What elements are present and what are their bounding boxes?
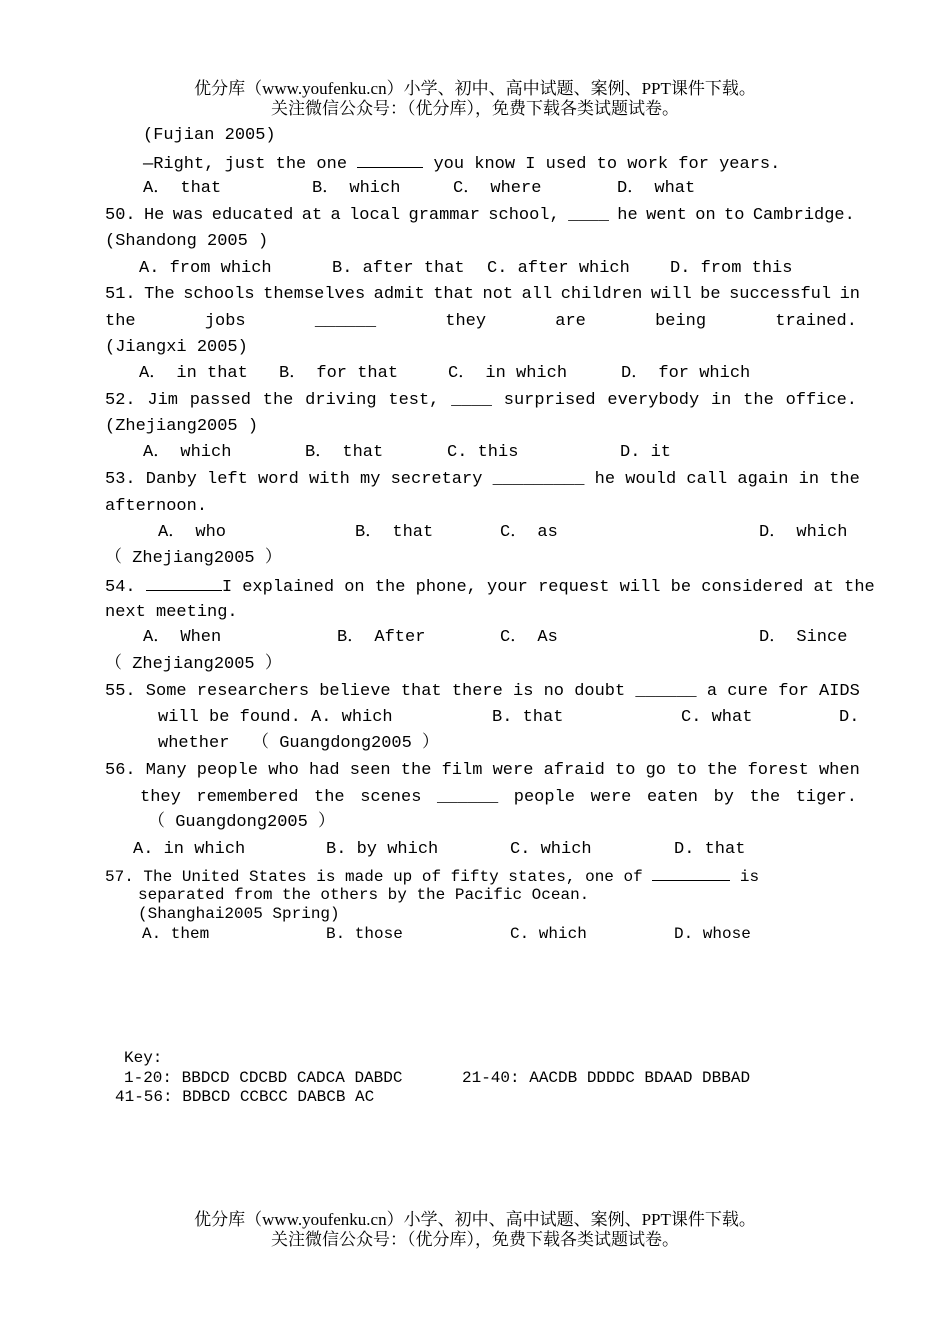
header-line-2: 关注微信公众号：（优分库），免费下载各类试题试卷。	[271, 99, 679, 118]
q55-option-d-text: whether	[158, 734, 230, 753]
q56-option-b: B. by which	[326, 840, 439, 859]
q51-stem-line-1: 51. The schools themselves admit that not all children will be successful in	[105, 285, 860, 304]
q53-source: （ Zhejiang2005 ）	[105, 549, 282, 568]
q54-option-d: D． Since	[759, 628, 848, 647]
q54-stem-line-2: next meeting.	[105, 603, 238, 622]
q50-source: (Shandong 2005 )	[105, 232, 269, 251]
q51-option-a: A． in that	[139, 364, 248, 383]
q49-option-a: A． that	[143, 179, 222, 198]
q52-number: 52.	[105, 391, 136, 410]
q57-stem-line-2: separated from the others by the Pacific Ocean.	[138, 886, 590, 904]
q52-stem: 52. Jim passed the driving test, ____ surprised everybody in the office.	[105, 391, 857, 410]
q56-option-d: D. that	[674, 840, 746, 859]
q55-stem: 55. Some researchers believe that there is no doubt ______ a cure for AIDS	[105, 682, 860, 701]
answer-key-1-20: 1-20: BBDCD CDCBD CADCA DABDC	[124, 1069, 403, 1087]
q55-option-b: B. that	[492, 708, 564, 727]
q50-option-b: B. after that	[332, 259, 465, 278]
q56-option-c: C. which	[510, 840, 592, 859]
q54-option-b: B． After	[337, 628, 426, 647]
q51-source: (Jiangxi 2005)	[105, 338, 248, 357]
q53-stem-line-2: afternoon.	[105, 497, 208, 516]
q56-number: 56.	[105, 761, 136, 780]
q53-option-c: C． as	[500, 523, 558, 542]
q52-source: (Zhejiang2005 )	[105, 417, 259, 436]
q53-option-b: B． that	[355, 523, 434, 542]
q49-stem: —Right, just the one you know I used to work for years.	[143, 155, 781, 174]
q50-option-d: D. from this	[670, 259, 793, 278]
q50-stem: 50. He was educated at a local grammar school, ____ he went on to Cambridge.	[105, 206, 855, 225]
q52-option-a: A． which	[143, 443, 232, 462]
q49-option-c: C． where	[453, 179, 542, 198]
q51-option-c: C． in which	[448, 364, 568, 383]
q50-number: 50.	[105, 206, 136, 225]
q56-stem-line-1: 56. Many people who had seen the film were afraid to go to the forest when	[105, 761, 860, 780]
q51-stem-line-2: the jobs ______ they are being trained.	[105, 312, 857, 331]
header-line-1: 优分库（www.youfenku.cn）小学、初中、高中试题、案例、PPT课件下载。	[194, 79, 756, 98]
q50-option-c: C. after which	[487, 259, 630, 278]
q54-stem: 54. I explained on the phone, your request will be considered at the	[105, 578, 875, 597]
q55-source: （ Guangdong2005 ）	[252, 734, 440, 753]
q55-stem-line-2: will be found. A. which	[158, 708, 393, 727]
footer-line-2: 关注微信公众号：（优分库），免费下载各类试题试卷。	[271, 1230, 679, 1249]
q56-stem-line-2: they remembered the scenes ______ people were eaten by the tiger.	[140, 788, 857, 807]
q57-option-b: B. those	[326, 925, 403, 943]
q55-option-c: C. what	[681, 708, 753, 727]
q51-option-d: D． for which	[621, 364, 751, 383]
q52-option-b: B． that	[305, 443, 384, 462]
q57-option-d: D. whose	[674, 925, 751, 943]
q53-stem: 53. Danby left word with my secretary _________ he would call again in the	[105, 470, 860, 489]
q57-source: (Shanghai2005 Spring)	[138, 905, 340, 923]
q53-option-a: A． who	[158, 523, 227, 542]
q51-number: 51.	[105, 285, 136, 304]
q56-option-a: A. in which	[133, 840, 246, 859]
q53-number: 53.	[105, 470, 136, 489]
q57-number: 57.	[105, 868, 134, 886]
q50-option-a: A. from which	[139, 259, 272, 278]
q54-number: 54.	[105, 578, 136, 597]
q54-option-a: A． When	[143, 628, 222, 647]
footer-line-1: 优分库（www.youfenku.cn）小学、初中、高中试题、案例、PPT课件下载。	[194, 1210, 756, 1229]
q52-option-c: C. this	[447, 443, 519, 462]
q54-source: （ Zhejiang2005 ）	[105, 655, 282, 674]
q57-stem: 57. The United States is made up of fifty states, one of is	[105, 868, 760, 886]
answer-key-label: Key:	[124, 1049, 163, 1067]
q56-source: （ Guangdong2005 ）	[148, 813, 336, 832]
q54-option-c: C． As	[500, 628, 558, 647]
q57-option-a: A. them	[142, 925, 210, 943]
q49-option-b: B． which	[312, 179, 401, 198]
q55-option-d: D.	[839, 708, 860, 727]
q49-option-d: D． what	[617, 179, 696, 198]
q53-option-d: D． which	[759, 523, 848, 542]
answer-key-21-40: 21-40: AACDB DDDDC BDAAD DBBAD	[462, 1069, 751, 1087]
q57-option-c: C. which	[510, 925, 587, 943]
q52-option-d: D. it	[620, 443, 672, 462]
q55-number: 55.	[105, 682, 136, 701]
q51-option-b: B． for that	[279, 364, 399, 383]
q49-source: (Fujian 2005)	[143, 126, 276, 145]
answer-key-41-56: 41-56: BDBCD CCBCC DABCB AC	[115, 1088, 375, 1106]
